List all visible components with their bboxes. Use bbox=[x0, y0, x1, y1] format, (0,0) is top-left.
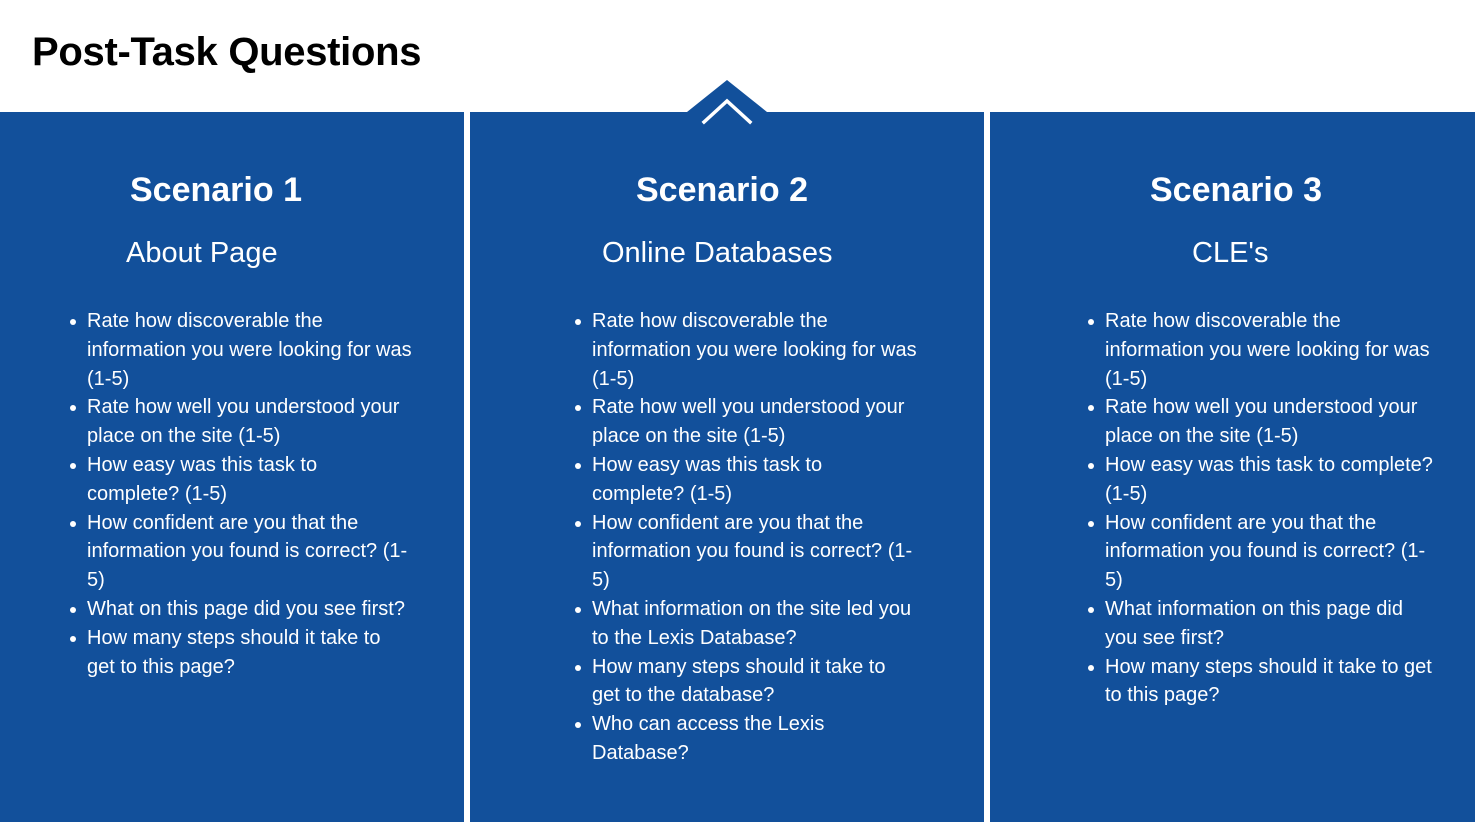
question-item: What on this page did you see first? bbox=[87, 595, 412, 624]
question-item: How confident are you that the information you found is correct? (1-5) bbox=[87, 509, 412, 595]
scenario-subtitle: About Page bbox=[126, 237, 278, 269]
question-item: How many steps should it take to get to this page? bbox=[87, 624, 412, 682]
chevron-up-icon bbox=[687, 80, 767, 126]
question-item: Rate how discoverable the information you were looking for was (1-5) bbox=[87, 307, 412, 393]
scenario-title: Scenario 3 bbox=[1150, 171, 1322, 209]
question-item: Rate how well you understood your place on the site (1-5) bbox=[87, 393, 412, 451]
scenario-panel-1 bbox=[0, 112, 464, 822]
question-item: Rate how discoverable the information you were looking for was (1-5) bbox=[592, 307, 917, 393]
scenario-subtitle: CLE's bbox=[1192, 237, 1269, 269]
question-item: Rate how discoverable the information you were looking for was (1-5) bbox=[1105, 307, 1437, 393]
question-item: How confident are you that the information you found is correct? (1-5) bbox=[592, 509, 917, 595]
scenario-panel-3 bbox=[990, 112, 1475, 822]
question-item: How many steps should it take to get to this page? bbox=[1105, 653, 1437, 711]
question-list bbox=[592, 307, 917, 768]
question-item: How easy was this task to complete? (1-5) bbox=[592, 451, 917, 509]
scenario-subtitle: Online Databases bbox=[602, 237, 833, 269]
question-item: How easy was this task to complete? (1-5) bbox=[87, 451, 412, 509]
page-title: Post-Task Questions bbox=[32, 30, 422, 74]
scenario-title: Scenario 1 bbox=[130, 171, 302, 209]
question-list bbox=[87, 307, 412, 681]
question-item: How easy was this task to complete? (1-5) bbox=[1105, 451, 1437, 509]
question-item: Rate how well you understood your place on the site (1-5) bbox=[1105, 393, 1437, 451]
question-list bbox=[1105, 307, 1437, 710]
question-item: What information on the site led you to the Lexis Database? bbox=[592, 595, 917, 653]
question-item: How many steps should it take to get to the database? bbox=[592, 653, 917, 711]
question-item: How confident are you that the information you found is correct? (1-5) bbox=[1105, 509, 1437, 595]
question-item: What information on this page did you see first? bbox=[1105, 595, 1437, 653]
collapse-toggle-button[interactable] bbox=[687, 80, 767, 126]
question-item: Rate how well you understood your place on the site (1-5) bbox=[592, 393, 917, 451]
scenario-panel-2 bbox=[470, 112, 984, 822]
scenario-panels bbox=[0, 112, 1475, 822]
question-item: Who can access the Lexis Database? bbox=[592, 710, 917, 768]
scenario-title: Scenario 2 bbox=[636, 171, 808, 209]
